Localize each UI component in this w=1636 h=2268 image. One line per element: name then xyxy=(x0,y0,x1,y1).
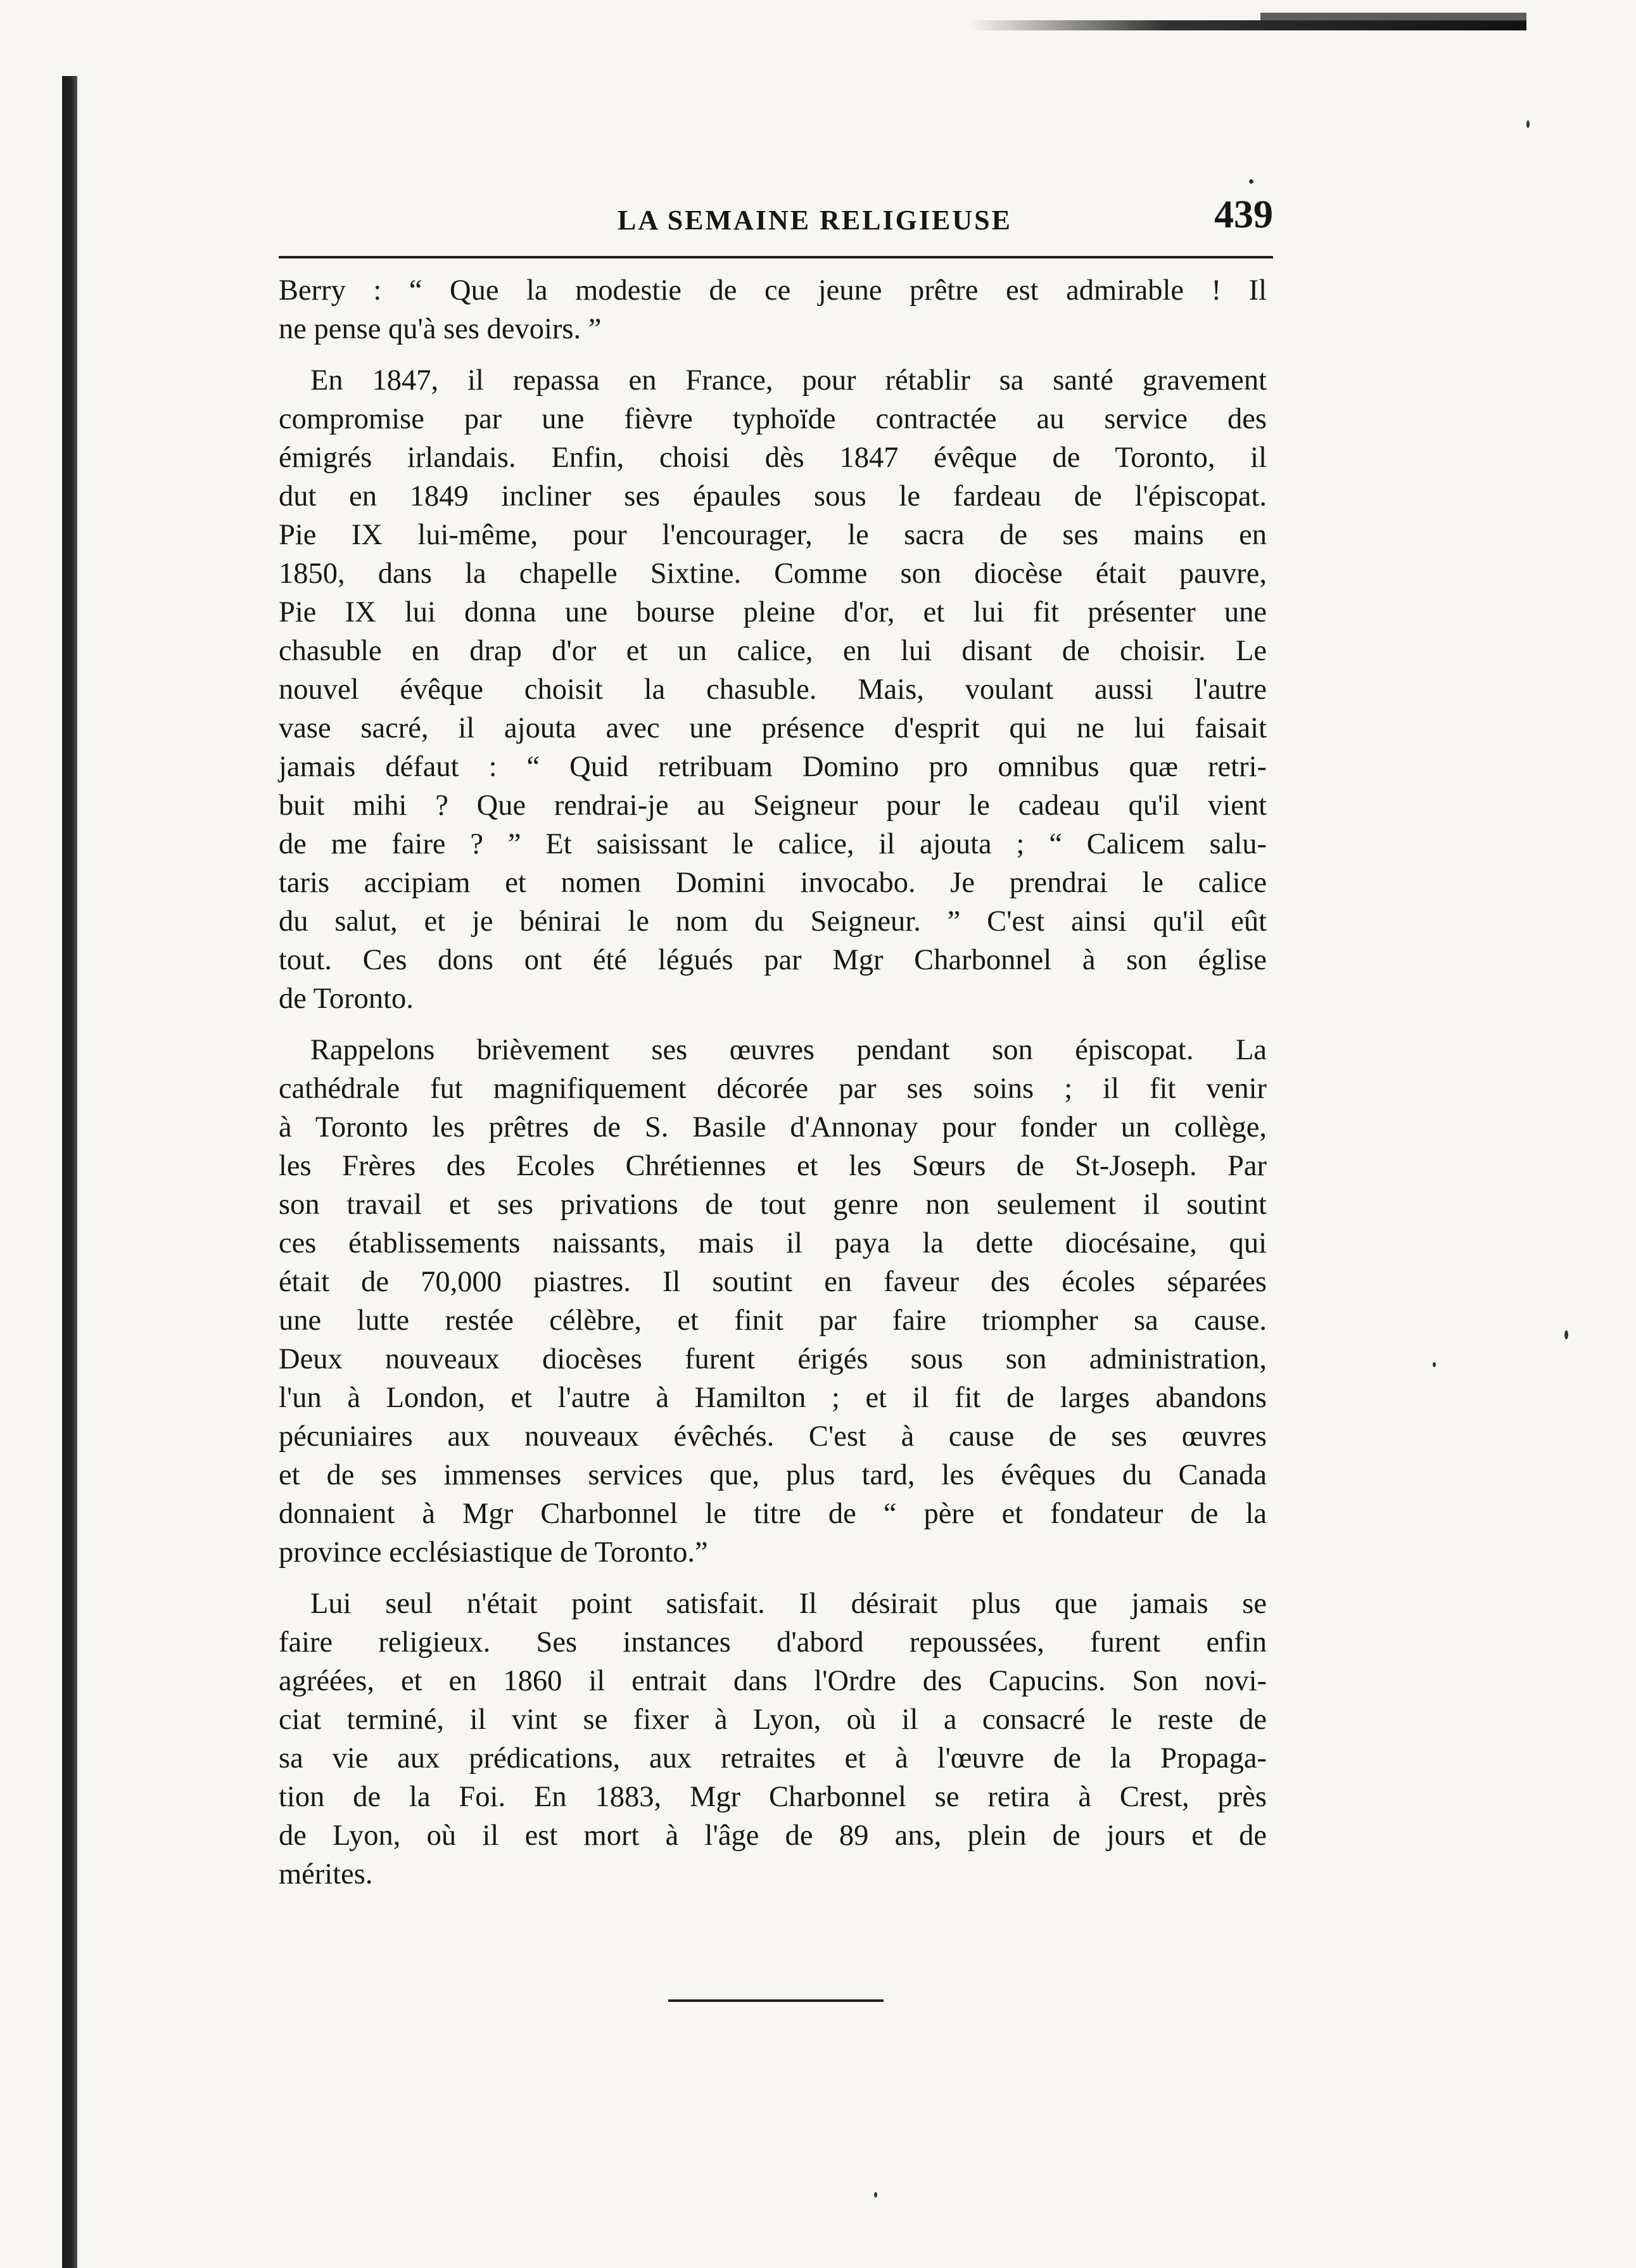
text-line: de me faire ? ” Et saisissant le calice, il ajouta ; “ Calicem salu- xyxy=(279,828,1267,860)
text-line: son travail et ses privations de tout genre non seulement il soutint xyxy=(279,1188,1267,1221)
text-line: donnaient à Mgr Charbonnel le titre de “ père et fondateur de la xyxy=(279,1498,1267,1530)
text-line: sa vie aux prédications, aux retraites et à l'œuvre de la Propaga- xyxy=(279,1742,1267,1774)
scan-speck xyxy=(874,2192,877,2198)
text-line: dut en 1849 incliner ses épaules sous le fardeau de l'épiscopat. xyxy=(279,480,1267,513)
text-line: ciat terminé, il vint se fixer à Lyon, où il a consacré le reste de xyxy=(279,1704,1267,1736)
scan-top-edge-mark-dark xyxy=(1260,13,1526,22)
paragraph xyxy=(279,1031,1267,1572)
page-number: 439 xyxy=(1214,193,1273,236)
text-line: Berry : “ Que la modestie de ce jeune prêtre est admirable ! Il xyxy=(279,274,1267,307)
text-line: taris accipiam et nomen Domini invocabo. Je prendrai le calice xyxy=(279,867,1267,899)
text-line: chasuble en drap d'or et un calice, en lui disant de choisir. Le xyxy=(279,635,1267,667)
text-line: était de 70,000 piastres. Il soutint en faveur des écoles séparées xyxy=(279,1266,1267,1298)
text-line: l'un à London, et l'autre à Hamilton ; et il fit de larges abandons xyxy=(279,1382,1267,1414)
scan-top-edge-mark xyxy=(969,20,1526,30)
text-line: du salut, et je bénirai le nom du Seigneur. ” C'est ainsi qu'il eût xyxy=(279,905,1267,938)
text-line: faire religieux. Ses instances d'abord repoussées, furent enfin xyxy=(279,1626,1267,1659)
text-line: Lui seul n'était point satisfait. Il désirait plus que jamais se xyxy=(310,1588,1267,1620)
paragraph xyxy=(279,271,1267,348)
end-rule xyxy=(668,1999,884,2002)
text-line: de Lyon, où il est mort à l'âge de 89 ans, plein de jours et de xyxy=(279,1819,1267,1852)
text-line: buit mihi ? Que rendrai-je au Seigneur pour le cadeau qu'il vient xyxy=(279,789,1267,822)
body-text xyxy=(279,271,1267,1906)
text-line: une lutte restée célèbre, et finit par faire triompher sa cause. xyxy=(279,1304,1267,1337)
scan-binding-shadow xyxy=(62,76,77,2268)
text-line: ces établissements naissants, mais il paya la dette diocésaine, qui xyxy=(279,1227,1267,1259)
scan-speck xyxy=(1526,120,1530,128)
text-line: cathédrale fut magnifiquement décorée par ses soins ; il fit venir xyxy=(279,1073,1267,1105)
text-line: Deux nouveaux diocèses furent érigés sous son administration, xyxy=(279,1343,1267,1375)
paragraph xyxy=(279,1584,1267,1894)
text-line: nouvel évêque choisit la chasuble. Mais, voulant aussi l'autre xyxy=(279,673,1267,706)
text-line: En 1847, il repassa en France, pour rétablir sa santé gravement xyxy=(310,364,1267,397)
scan-speck xyxy=(1433,1362,1436,1367)
text-line: émigrés irlandais. Enfin, choisi dès 1847 évêque de Toronto, il xyxy=(279,442,1267,474)
text-line: à Toronto les prêtres de S. Basile d'Annonay pour fonder un collège, xyxy=(279,1111,1267,1144)
running-title: LA SEMAINE RELIGIEUSE xyxy=(618,205,1012,236)
text-line: tion de la Foi. En 1883, Mgr Charbonnel se retira à Crest, près xyxy=(279,1781,1267,1813)
text-line: tout. Ces dons ont été légués par Mgr Charbonnel à son église xyxy=(279,944,1267,976)
text-line: province ecclésiastique de Toronto.” xyxy=(279,1536,708,1569)
text-line: Pie IX lui donna une bourse pleine d'or, et lui fit présenter une xyxy=(279,596,1267,628)
text-line: et de ses immenses services que, plus tard, les évêques du Canada xyxy=(279,1459,1267,1491)
text-line: Pie IX lui-même, pour l'encourager, le sacra de ses mains en xyxy=(279,519,1267,551)
text-line: de Toronto. xyxy=(279,983,414,1015)
text-line: agréées, et en 1860 il entrait dans l'Ordre des Capucins. Son novi- xyxy=(279,1665,1267,1697)
page-header xyxy=(279,190,1273,247)
text-line: 1850, dans la chapelle Sixtine. Comme son diocèse était pauvre, xyxy=(279,557,1267,590)
text-line: les Frères des Ecoles Chrétiennes et les Sœurs de St-Joseph. Par xyxy=(279,1150,1267,1182)
scan-speck xyxy=(1249,179,1253,184)
text-line: mérites. xyxy=(279,1858,373,1890)
scan-speck xyxy=(1564,1330,1568,1339)
text-line: ne pense qu'à ses devoirs. ” xyxy=(279,313,602,345)
header-rule xyxy=(279,256,1273,258)
paragraph xyxy=(279,361,1267,1018)
text-line: pécuniaires aux nouveaux évêchés. C'est à cause de ses œuvres xyxy=(279,1420,1267,1453)
text-line: compromise par une fièvre typhoïde contractée au service des xyxy=(279,403,1267,435)
text-line: vase sacré, il ajouta avec une présence d'esprit qui ne lui faisait xyxy=(279,712,1267,744)
text-line: Rappelons brièvement ses œuvres pendant son épiscopat. La xyxy=(310,1034,1267,1066)
text-line: jamais défaut : “ Quid retribuam Domino pro omnibus quæ retri- xyxy=(279,751,1267,783)
